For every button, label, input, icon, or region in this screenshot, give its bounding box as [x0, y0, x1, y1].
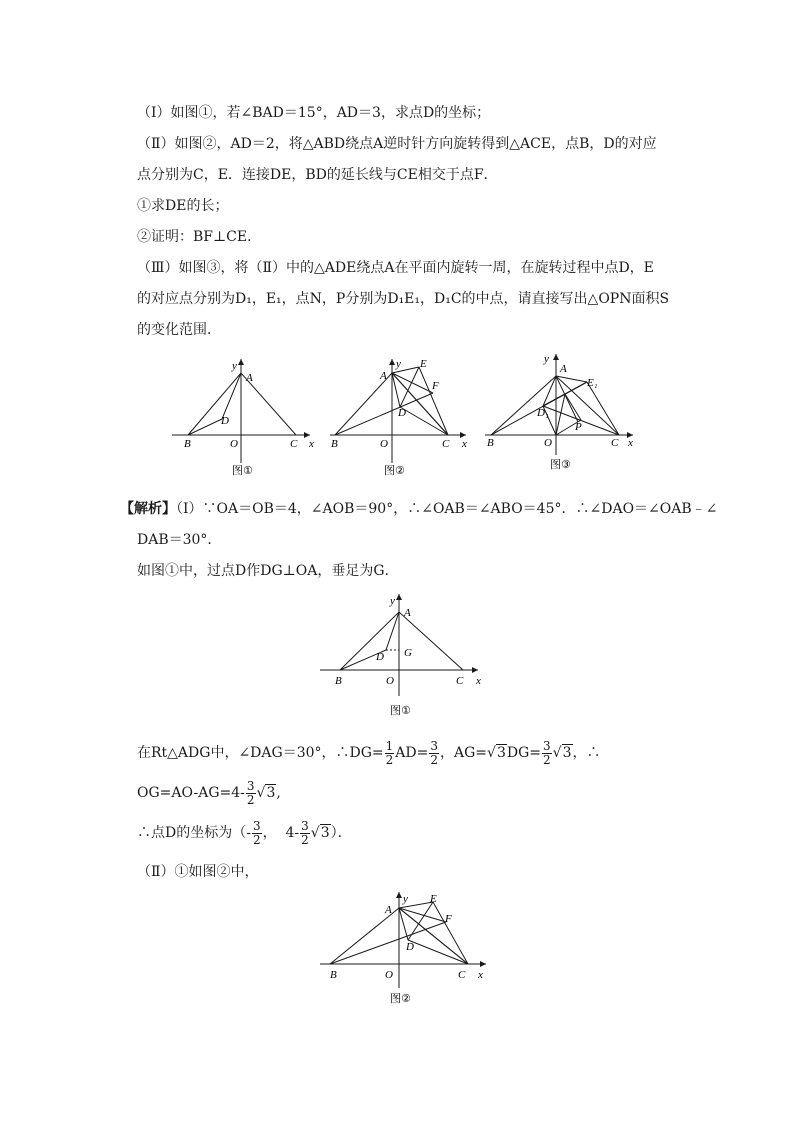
fig2b-label-y: y — [403, 893, 408, 905]
frac-den: 2 — [385, 752, 394, 767]
figure-2 — [328, 355, 473, 480]
line4-part-e: ，∴ — [572, 745, 601, 761]
fig2b-label-c: C — [458, 969, 466, 981]
line5-part-a: OG=AO-AG=4- — [137, 785, 245, 801]
fig2-label-y: y — [396, 358, 401, 370]
line6-part-b: ， 4- — [262, 825, 300, 841]
figure-3 — [483, 350, 643, 475]
fig1-label-a: A — [246, 372, 253, 384]
solution-line-5: OG=AO-AG=4- $\frac{3}{2}$ √3, — [137, 778, 281, 807]
frac-den: 2 — [543, 752, 551, 767]
solution-line-7: （Ⅱ）①如图②中， — [137, 864, 259, 880]
fig1-caption: 图① — [232, 464, 253, 477]
fig2-label-c: C — [442, 438, 450, 450]
fig1g-label-a: A — [404, 607, 411, 619]
fig2-label-e: E — [420, 358, 427, 370]
fig3-label-e1: E₁ — [587, 377, 598, 389]
fig2b-label-o: O — [385, 969, 393, 981]
fig1g-label-d: D — [376, 651, 384, 663]
fraction-3-2-d — [252, 820, 262, 847]
fig2-caption: 图② — [384, 464, 405, 477]
frac-num: 3 — [246, 778, 255, 793]
fig1-label-o: O — [230, 438, 238, 450]
solution-line-3: 如图①中，过点D作DG⊥OA，垂足为G． — [137, 563, 399, 579]
sqrt-3: 3 — [562, 745, 572, 761]
line6-part-c: ）． — [330, 825, 352, 841]
fig2-label-o: O — [380, 438, 388, 450]
frac-num: 3 — [430, 738, 439, 753]
solution-line-1-text: （Ⅰ）∵OA＝OB＝4，∠AOB＝90°，∴∠OAB＝∠ABO＝45°．∴∠DAO＝∠OAB﹣∠ — [176, 501, 718, 517]
part1-text: （Ⅰ）如图①，若∠BAD＝15°，AD＝3，求点D的坐标； — [137, 105, 491, 121]
fig2b-caption: 图② — [390, 992, 411, 1005]
solution-line-1 — [120, 499, 717, 519]
sqrt-3: 3 — [496, 745, 506, 761]
fig2b-label-b: B — [330, 969, 337, 981]
solution-line-6: ∴点D的坐标为（- $\frac{3}{2}$ ， 4- $\frac{3}{2}$ √3）． — [137, 818, 352, 847]
part2-question-1: ①求DE的长； — [137, 198, 229, 214]
part3-text-a: （Ⅲ）如图③，将（Ⅱ）中的△ADE绕点A在平面内旋转一周，在旋转过程中点D，E — [137, 260, 654, 276]
fig1g-caption: 图① — [390, 704, 411, 717]
fig1g-label-y: y — [390, 595, 395, 607]
sqrt-3: 3 — [266, 785, 276, 801]
fraction-3-2-e — [300, 820, 310, 847]
line4-part-d: DG= — [506, 745, 542, 761]
fig2-label-x: x — [462, 438, 467, 450]
line4-part-b: AD= — [395, 745, 429, 761]
fraction-1-2 — [385, 740, 395, 767]
fig3-label-d1: D₁ — [537, 407, 549, 419]
part2-text-b: 点分别为C，E．连接DE，BD的延长线与CE相交于点F． — [137, 167, 498, 183]
fig2b-label-f: F — [445, 913, 452, 925]
figure-2-bottom — [318, 888, 488, 1013]
fig3-caption: 图③ — [550, 458, 571, 471]
part2-text-a: （Ⅱ）如图②，AD＝2，将△ABD绕点A逆时针方向旋转得到△ACE，点B，D的对应 — [137, 136, 657, 152]
frac-num: 3 — [543, 738, 551, 753]
fig1g-label-o: O — [386, 675, 394, 687]
fig3-label-o: O — [544, 437, 552, 449]
fraction-3-2-c — [246, 780, 256, 807]
fig3-label-c: C — [611, 437, 619, 449]
frac-den: 2 — [246, 792, 255, 807]
fig1-label-d: D — [221, 415, 229, 427]
fig1-label-c: C — [290, 438, 298, 450]
line6-part-a: ∴点D的坐标为（- — [137, 825, 251, 841]
fig2b-label-d: D — [406, 941, 414, 953]
part3-text-b: 的对应点分别为D₁，E₁，点N，P分别为D₁E₁，D₁C的中点，请直接写出△OPN面积S — [137, 291, 670, 307]
sqrt-3: 3 — [320, 825, 330, 841]
fig1g-label-g: G — [404, 647, 412, 659]
fig1-label-x: x — [309, 438, 314, 450]
fraction-3-2 — [429, 740, 439, 767]
part2-question-2: ②证明：BF⊥CE． — [137, 229, 262, 245]
fig2-label-d: D — [398, 407, 406, 419]
fig3-label-b: B — [487, 437, 494, 449]
frac-num: 3 — [301, 818, 309, 833]
solution-line-2: DAB＝30°． — [137, 532, 222, 548]
fig1-label-b: B — [184, 438, 191, 450]
fig3-label-x: x — [628, 437, 633, 449]
solution-line-4: 在Rt△ADG中，∠DAG＝30°，∴DG= $\frac{1}{2}$ AD= $\frac{3}{2}$ ，AG=√3DG= $\frac{3}{2}$ √3，∴ — [137, 738, 601, 767]
part3-text-c: 的变化范围． — [137, 322, 221, 338]
fig2-label-f: F — [432, 380, 439, 392]
fig3-label-a: A — [560, 363, 567, 375]
frac-den: 2 — [430, 752, 439, 767]
fig2b-label-a: A — [385, 904, 392, 916]
frac-den: 2 — [252, 832, 261, 847]
fig2b-label-x: x — [478, 969, 483, 981]
fig1-label-y: y — [232, 360, 237, 372]
fraction-3-2-b — [542, 740, 552, 767]
line4-part-c: ，AG= — [440, 745, 488, 761]
line4-part-a: 在Rt△ADG中，∠DAG＝30°，∴DG= — [137, 745, 384, 761]
frac-num: 3 — [252, 818, 261, 833]
fig3-label-p: P — [575, 421, 582, 433]
frac-num: 1 — [385, 738, 394, 753]
fig1g-label-b: B — [335, 675, 342, 687]
fig1g-label-c: C — [456, 675, 464, 687]
fig2-label-a: A — [380, 370, 387, 382]
frac-den: 2 — [301, 832, 309, 847]
solution-heading: 【解析】 — [120, 501, 176, 517]
fig3-label-y: y — [544, 353, 549, 365]
fig2-label-b: B — [331, 438, 338, 450]
figure-1 — [170, 355, 320, 480]
fig1g-label-x: x — [476, 675, 481, 687]
fig2b-label-e: E — [430, 893, 437, 905]
figure-1-with-g — [318, 590, 488, 720]
